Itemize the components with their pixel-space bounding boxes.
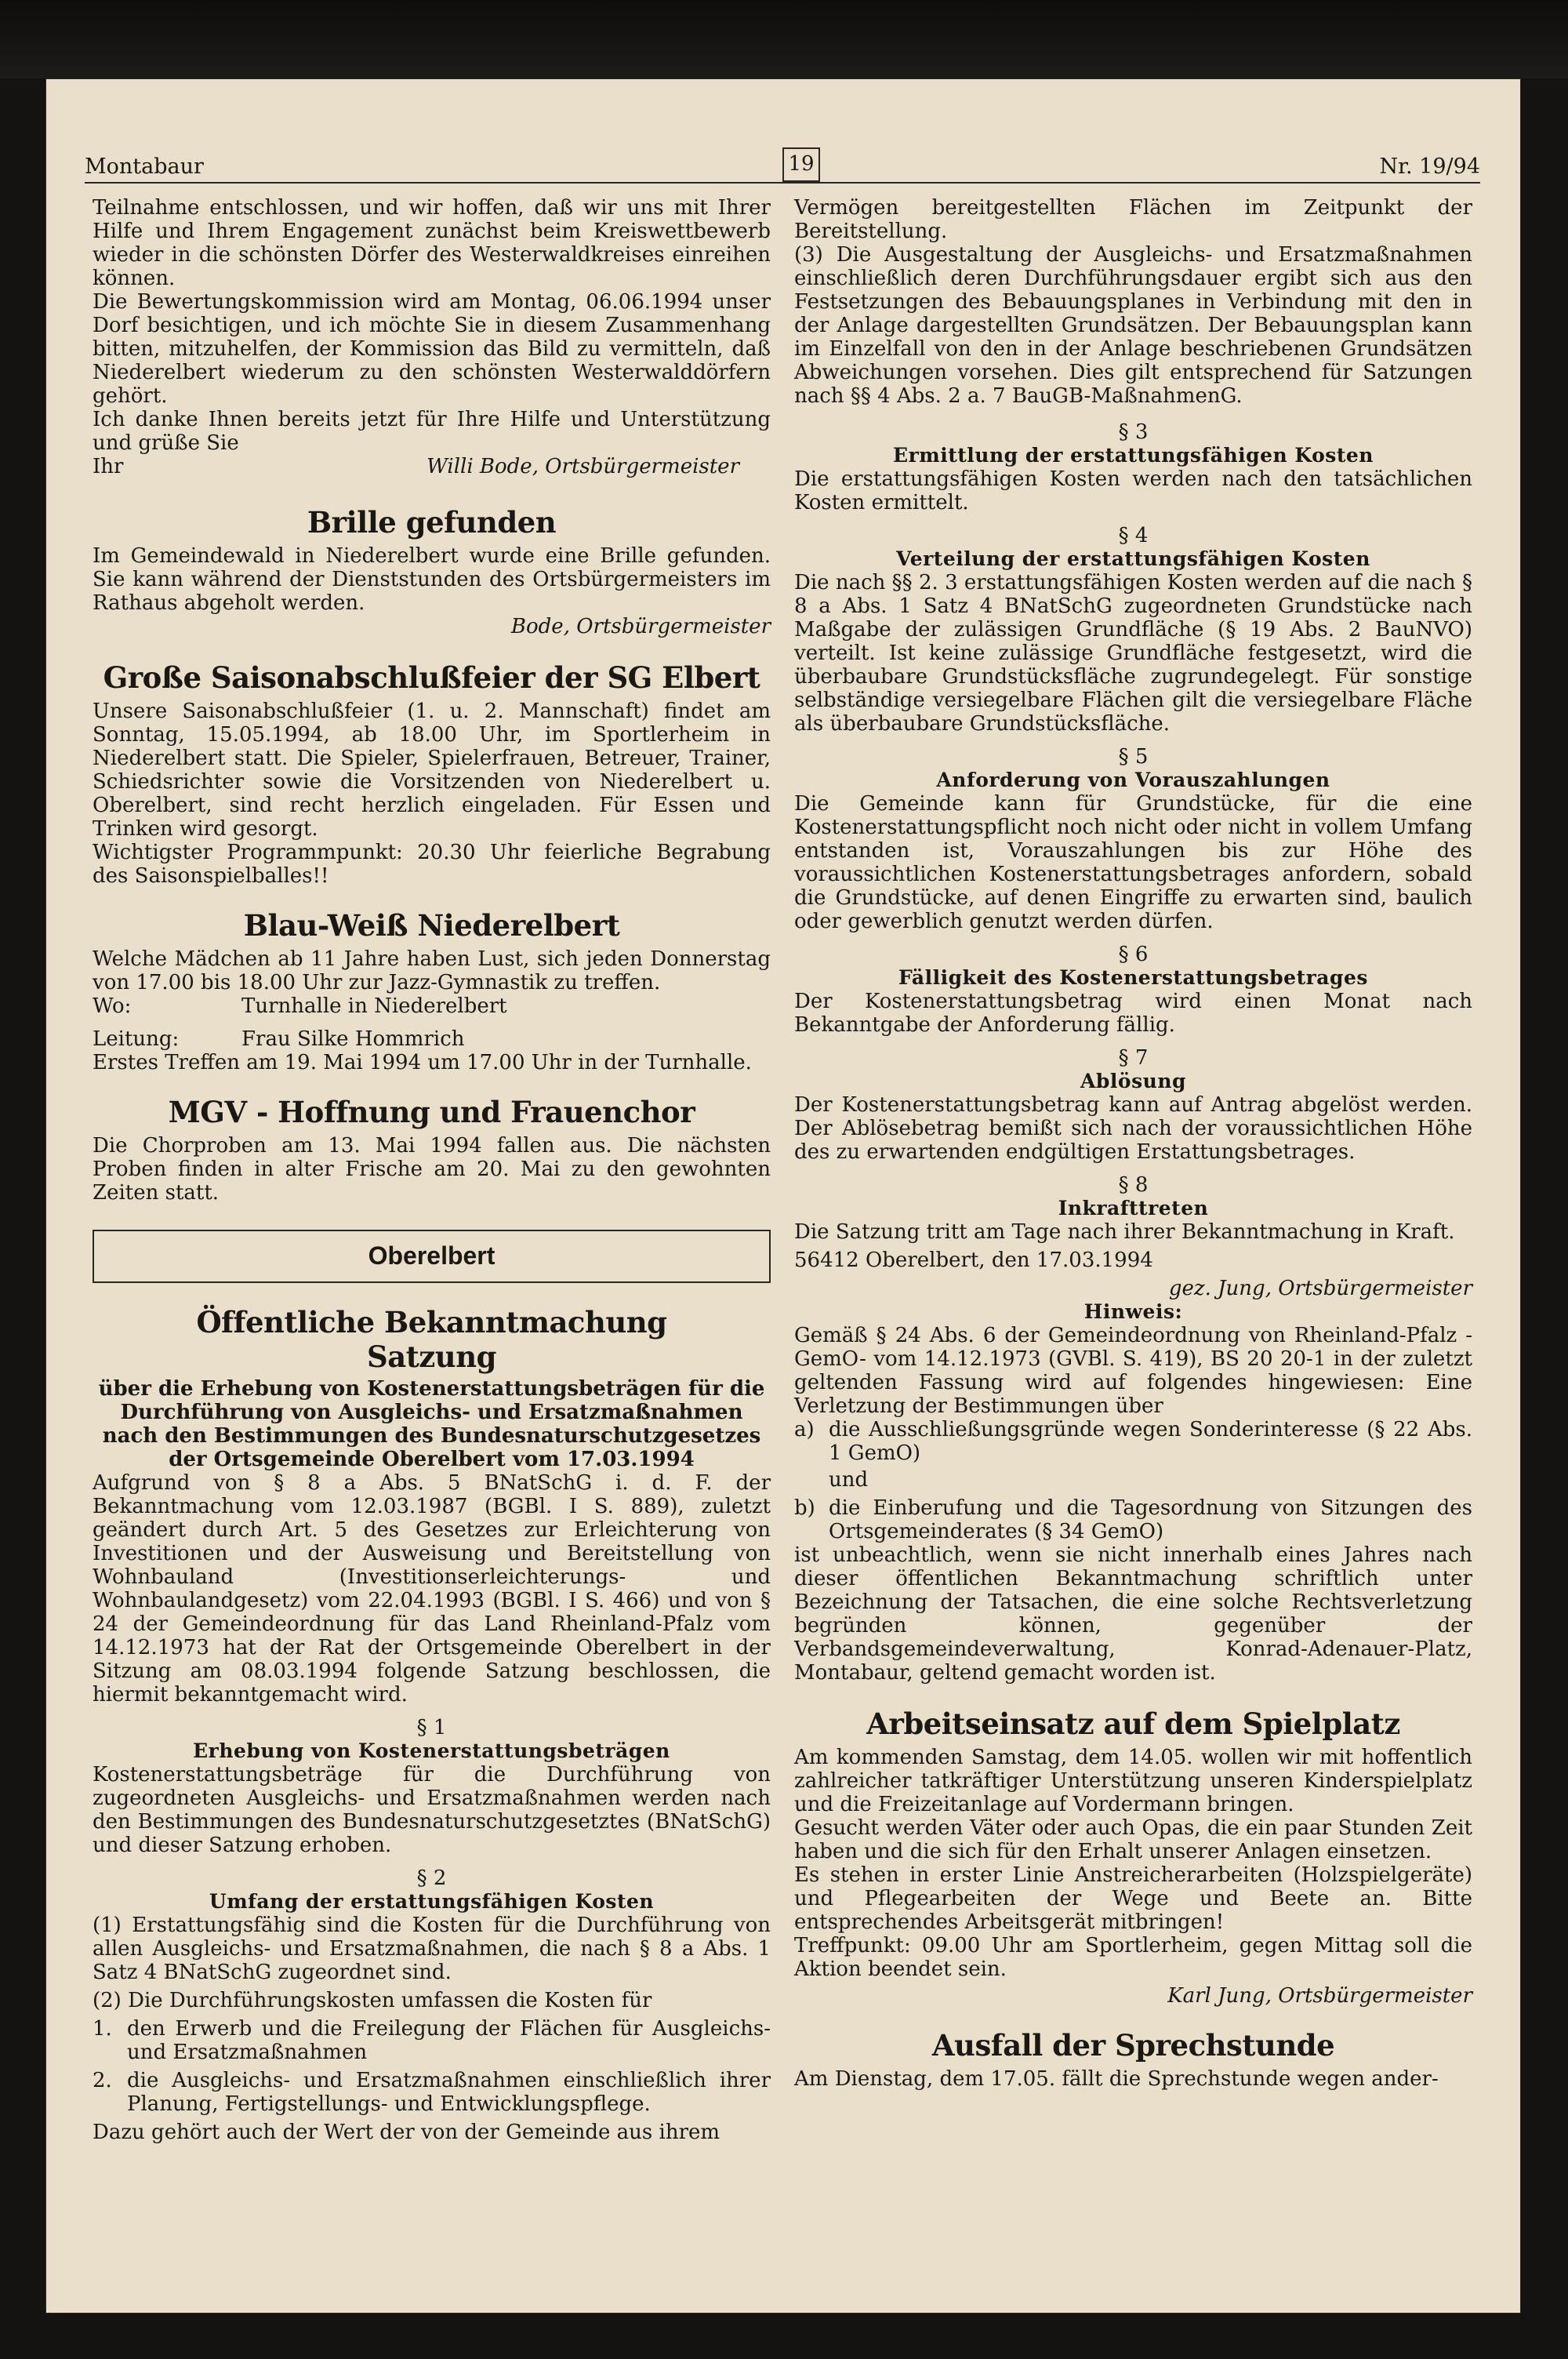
section-1-title: Erhebung von Kostenerstattungsbeträgen: [193, 1739, 670, 1762]
section-5-text: Die Gemeinde kann für Grundstücke, für die eine Kostenerstattungspflicht noch nicht oder nicht in vollem Umfang entstanden ist, Vorauszahlungen bis zur Höhe des voraussichtlichen Kostenerstattungsbetrages anfordern, sobald die Grundstücke, auf denen Eingriffe zu erwarten sind, baulich oder gewerblich genutzt werden dürfen.: [794, 792, 1472, 933]
mgv-title: MGV - Hoffnung und Frauenchor: [168, 1095, 695, 1129]
section-7-text: Der Kostenerstattungsbetrag kann auf Antrag abgelöst werden. Der Ablösebetrag bemißt sich nach der voraussichtlichen Höhe des zu erwartenden endgültigen Erstattungsbetrages.: [794, 1093, 1472, 1164]
newspaper-page: [45, 78, 1521, 2314]
scan-border-top: [0, 0, 1568, 78]
section-4-title: Verteilung der erstattungsfähigen Kosten: [896, 547, 1370, 570]
section-2-continued: Vermögen bereitgestellten Flächen im Zeitpunkt der Bereitstellung.: [794, 196, 1472, 243]
list-marker: 1.: [93, 2017, 112, 2041]
brille-signature: Bode, Ortsbürgermeister: [510, 615, 771, 638]
place-date: 56412 Oberelbert, den 17.03.1994: [794, 1249, 1153, 1272]
right-column: [794, 196, 1472, 2091]
bekanntmachung-title: Öffentliche Bekanntmachung: [196, 1305, 667, 1339]
satzung-preamble: Aufgrund von § 8 a Abs. 5 BNatSchG i. d. F. der Bekanntmachung vom 12.03.1987 (BGBl. I S. 889), zuletzt geändert durch Art. 5 des Gesetzes zur Erleichterung von Investitionen und der Ausweisung und Bereitstellung von Wohnbauland (Investitionserleichterungs- und Wohnbaulandgesetz) vom 22.04.1993 (BGBl. I S. 466) und von § 24 der Gemeindeordnung für das Land Rheinland-Pfalz vom 14.12.1973 hat der Rat der Ortsgemeinde Oberelbert in der Sitzung am 08.03.1994 folgende Satzung beschlossen, die hiermit bekanntgemacht wird.: [93, 1471, 771, 1707]
section-3-title: Ermittlung der erstattungsfähigen Kosten: [893, 444, 1374, 467]
bw-location-label: Wo:: [93, 994, 132, 1018]
header-place: Montabaur: [85, 154, 204, 179]
list-item: [794, 1496, 1472, 1543]
bw-leader-row: [93, 1027, 771, 1051]
list-text: den Erwerb und die Freilegung der Flächen für Ausgleichs- und Ersatzmaßnahmen: [127, 2017, 771, 2064]
sg-text-2: Wichtigster Programmpunkt: 20.30 Uhr feierliche Begrabung des Saisonspielballes!!: [93, 841, 771, 888]
sg-title: Große Saisonabschlußfeier der SG Elbert: [103, 660, 760, 695]
section-6-number: § 6: [1118, 943, 1149, 966]
section-4-number: § 4: [1118, 524, 1149, 547]
header-issue: Nr. 19/94: [1379, 154, 1480, 179]
arbeitseinsatz-text-3: Es stehen in erster Linie Anstreicherarbeiten (Holzspielgeräte) und Pflegearbeiten der Wege und Beete an. Bitte entsprechendes Arbeitsgerät mitbringen!: [794, 1863, 1472, 1934]
list-marker: 2.: [93, 2069, 112, 2092]
list-text: die Ausschließungsgründe wegen Sonderinteresse (§ 22 Abs. 1 GemO): [829, 1418, 1472, 1465]
brille-text: Im Gemeindewald in Niederelbert wurde eine Brille gefunden. Sie kann während der Dienststunden des Ortsbürgermeisters im Rathaus abgeholt werden.: [93, 544, 771, 615]
bw-text: Welche Mädchen ab 11 Jahre haben Lust, sich jeden Donnerstag von 17.00 bis 18.00 Uhr zur Jazz-Gymnastik zu treffen.: [93, 947, 771, 994]
section-2-number: § 2: [416, 1866, 447, 1890]
list-item: [794, 1468, 1472, 1492]
sg-text: Unsere Saisonabschlußfeier (1. u. 2. Mannschaft) findet am Sonntag, 15.05.1994, ab 18.00 Uhr, im Sportlerheim in Niederelbert statt. Die Spieler, Spielerfrauen, Betreuer, Trainer, Schiedsrichter sowie die Vorsitzenden von Niederelbert u. Oberelbert, sind recht herzlich eingeladen. Für Essen und Trinken wird gesorgt.: [93, 700, 771, 841]
section-5-title: Anforderung von Vorauszahlungen: [936, 769, 1330, 791]
section-3-number: § 3: [1118, 420, 1149, 444]
section-7-number: § 7: [1118, 1046, 1149, 1070]
section-3-text: Die erstattungsfähigen Kosten werden nach den tatsächlichen Kosten ermittelt.: [794, 467, 1472, 514]
list-marker: b): [794, 1496, 815, 1520]
section-2-text-4: (3) Die Ausgestaltung der Ausgleichs- und Ersatzmaßnahmen einschließlich deren Durchführungsdauer ergibt sich aus den Festsetzungen des Bebauungsplanes in Verbindung mit den in der Anlage dargestellten Grundsätzen. Der Bebauungsplan kann im Einzelfall von den in der Anlage beschriebenen Grundsätzen Abweichungen vorsehen. Dies gilt entsprechend für Satzungen nach §§ 4 Abs. 2 a. 7 BauGB-MaßnahmenG.: [794, 243, 1472, 408]
bw-location: Turnhalle in Niederelbert: [241, 994, 507, 1018]
bw-first-meeting: Erstes Treffen am 19. Mai 1994 um 17.00 Uhr in der Turnhalle.: [93, 1051, 752, 1074]
bw-leader-label: Leitung:: [93, 1027, 180, 1051]
bw-location-row: [93, 994, 771, 1018]
section-1-number: § 1: [416, 1716, 447, 1739]
section-6-title: Fälligkeit des Kostenerstattungsbetrages: [898, 966, 1368, 989]
bw-title: Blau-Weiß Niederelbert: [243, 908, 620, 943]
arbeitseinsatz-signature: Karl Jung, Ortsbürgermeister: [1167, 1984, 1472, 2008]
page-header: [85, 151, 1480, 185]
intro-signature: Willi Bode, Ortsbürgermeister: [426, 455, 739, 478]
section-2-text-1: (1) Erstattungsfähig sind die Kosten für die Durchführung von allen Ausgleichs- und Ersatzmaßnahmen, die nach § 8 a Abs. 1 Satz 4 BNatSchG zugeordnet sind.: [93, 1914, 771, 1984]
list-marker: [794, 1468, 829, 1492]
section-2-title: Umfang der erstattungsfähigen Kosten: [209, 1890, 655, 1913]
sprechstunde-title: Ausfall der Sprechstunde: [931, 2028, 1335, 2063]
section-8-number: § 8: [1118, 1173, 1149, 1197]
section-8-title: Inkrafttreten: [1058, 1197, 1209, 1219]
hinweis-text: Gemäß § 24 Abs. 6 der Gemeindeordnung von Rheinland-Pfalz -GemO- vom 14.12.1973 (GVBl. S. 419), BS 20 20-1 in der zuletzt geltenden Fassung wird auf folgendes hingewiesen: Eine Verletzung der Bestimmungen über: [794, 1324, 1472, 1418]
intro-signature-row: [93, 455, 771, 478]
list-item: [93, 2017, 771, 2064]
section-8-text: Die Satzung tritt am Tage nach ihrer Bekanntmachung in Kraft.: [794, 1220, 1455, 1244]
intro-paragraph: Die Bewertungskommission wird am Montag, 06.06.1994 unser Dorf besichtigen, und ich möchte Sie in diesem Zusammenhang bitten, mitzuhelfen, der Kommission das Bild zu vermitteln, daß Niederelbert wiederum zu den schönsten Westerwalddörfern gehört.: [93, 290, 771, 408]
hinweis-text-2: ist unbeachtlich, wenn sie nicht innerhalb eines Jahres nach dieser öffentlichen Bekanntmachung schriftlich unter Bezeichnung der Tatsachen, die eine solche Rechtsverletzung begründen können, gegenüber der Verbandsgemeindeverwaltung, Konrad-Adenauer-Platz, Montabaur, geltend gemacht worden ist.: [794, 1543, 1472, 1685]
oberelbert-section-box: Oberelbert: [93, 1230, 771, 1283]
arbeitseinsatz-text-4: Treffpunkt: 09.00 Uhr am Sportlerheim, gegen Mittag soll die Aktion beendet sein.: [794, 1934, 1472, 1981]
intro-ihr: Ihr: [93, 455, 124, 478]
section-2-text-3: Dazu gehört auch der Wert der von der Gemeinde aus ihrem: [93, 2121, 720, 2144]
list-text: und: [829, 1468, 869, 1492]
section-7-title: Ablösung: [1080, 1070, 1186, 1092]
arbeitseinsatz-text-1: Am kommenden Samstag, dem 14.05. wollen wir mit hoffentlich zahlreicher tatkräftiger Unterstützung unseren Kinderspielplatz und die Freizeitanlage auf Vordermann bringen.: [794, 1746, 1472, 1816]
section-6-text: Der Kostenerstattungsbetrag wird einen Monat nach Bekanntgabe der Anforderung fällig.: [794, 990, 1472, 1037]
arbeitseinsatz-text-2: Gesucht werden Väter oder auch Opas, die ein paar Stunden Zeit haben und die sich für den Erhalt unserer Anlagen einsetzen.: [794, 1816, 1472, 1863]
left-column: [93, 196, 771, 2144]
bw-leader: Frau Silke Hommrich: [241, 1027, 465, 1051]
intro-paragraph: Teilnahme entschlossen, und wir hoffen, daß wir uns mit Ihrer Hilfe und Ihrem Engagement zunächst beim Kreiswettbewerb wieder in die schönsten Dörfer des Westerwaldkreises einreihen können.: [93, 196, 771, 290]
satzung-signature: gez. Jung, Ortsbürgermeister: [1168, 1277, 1472, 1300]
mgv-text: Die Chorproben am 13. Mai 1994 fallen aus. Die nächsten Proben finden in alter Frische am 20. Mai zu den gewohnten Zeiten statt.: [93, 1134, 771, 1205]
list-text: die Ausgleichs- und Ersatzmaßnahmen einschließlich ihrer Planung, Fertigstellungs- und Entwicklungspflege.: [127, 2069, 771, 2116]
header-rule: [85, 182, 1480, 184]
section-4-text: Die nach §§ 2. 3 erstattungsfähigen Kosten werden auf die nach § 8 a Abs. 1 Satz 4 BNatSchG zugeordneten Grundstücke nach Maßgabe der zulässigen Grundfläche (§ 19 Abs. 2 BauNVO) verteilt. Ist keine zulässige Grundfläche festgesetzt, wird die überbaubare Grundstücksfläche zugrundegelegt. Für sonstige selbständige versiegelbare Flächen gilt die versiegelbare Fläche als überbaubare Grundstücksfläche.: [794, 571, 1472, 736]
sprechstunde-text: Am Dienstag, dem 17.05. fällt die Sprechstunde wegen ander-: [794, 2067, 1439, 2091]
section-1-text: Kostenerstattungsbeträge für die Durchführung von zugeordneten Ausgleichs- und Ersatzmaßnahmen werden nach den Bestimmungen des Bundesnaturschutzgesetztes (BNatSchG) und dieser Satzung erhoben.: [93, 1763, 771, 1857]
brille-title: Brille gefunden: [307, 505, 557, 540]
satzung-subtitle: über die Erhebung von Kostenerstattungsbeträgen für die Durchführung von Ausgleichs- und Ersatzmaßnahmen nach den Bestimmungen des Bundesnaturschutzgesetzes der Ortsgemeinde Oberelbert vom 17.03.1994: [98, 1377, 765, 1471]
section-2-text-2: (2) Die Durchführungskosten umfassen die Kosten für: [93, 1989, 652, 2012]
scan-border-bottom: [45, 2314, 1521, 2359]
hinweis-title: Hinweis:: [1083, 1300, 1183, 1323]
list-text: die Einberufung und die Tagesordnung von Sitzungen des Ortsgemeinderates (§ 34 GemO): [829, 1496, 1472, 1543]
header-page-number: 19: [782, 147, 820, 182]
satzung-title: Satzung: [367, 1339, 496, 1374]
section-5-number: § 5: [1118, 745, 1149, 769]
list-item: [93, 2069, 771, 2116]
intro-paragraph: Ich danke Ihnen bereits jetzt für Ihre Hilfe und Unterstützung und grüße Sie: [93, 408, 771, 455]
list-marker: a): [794, 1418, 815, 1441]
arbeitseinsatz-title: Arbeitseinsatz auf dem Spielplatz: [866, 1707, 1400, 1741]
list-item: [794, 1418, 1472, 1465]
